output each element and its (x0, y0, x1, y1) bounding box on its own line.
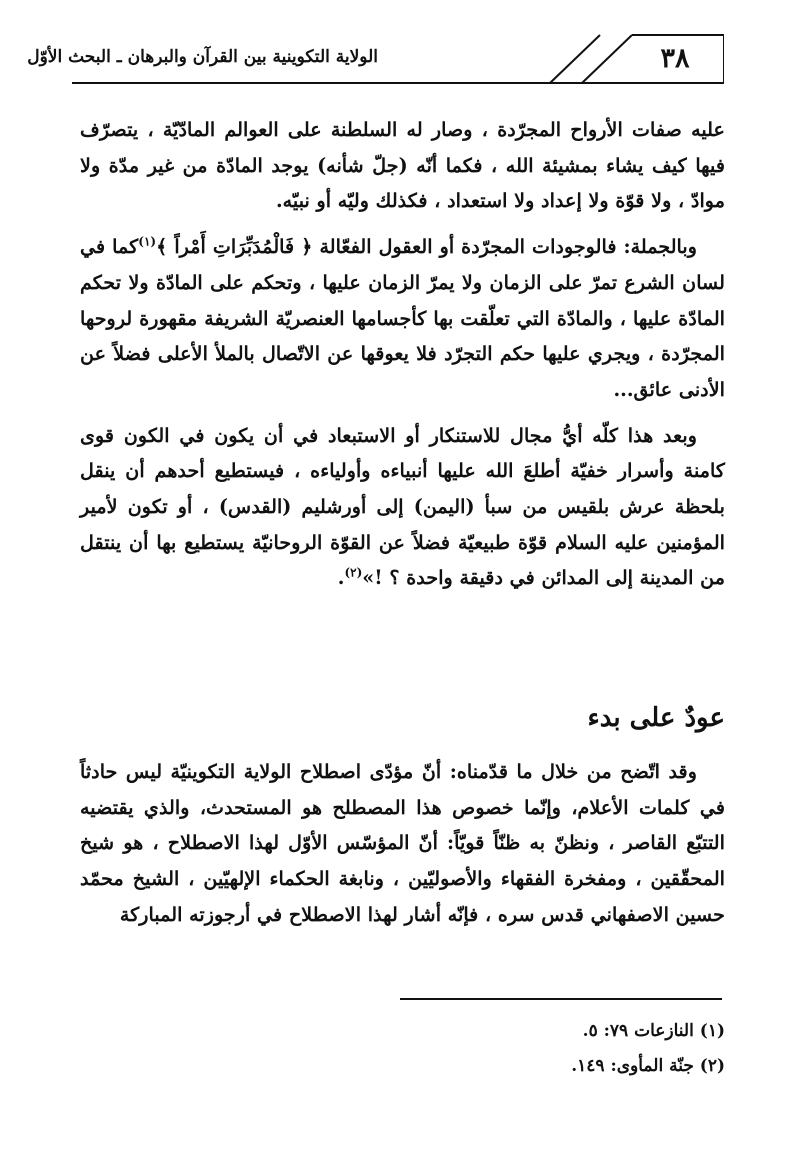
paragraph-1: عليه صفات الأرواح المجرّدة ، وصار له السلطنة على العوالم المادّيّة ، يتصرّف فيها كيف يشاء بمشيئة الله ، فكما أنّه (جلّ شأنه) يوجد المادّة من غير مدّة ولا موادّ ، ولا قوّة ولا إعداد ولا استعداد ، فكذلك وليّه أو نبيّه. (80, 118, 725, 213)
footnote-ref-2: (٢) (344, 566, 363, 581)
page-number: ٣٨ (660, 43, 690, 74)
paragraph-3-end: . (337, 566, 345, 590)
running-title: الولاية التكوينية بين القرآن والبرهان ـ البحث الأوّل (27, 47, 378, 67)
paragraph-3-body: وبعد هذا كلّه أيُّ مجال للاستنكار أو الاستبعاد في أن يكون في الكون قوى كامنة وأسرار خفيّة أطلعَ الله عليها أنبياءه وأولياءه ، فيستطيع أحدهم أن ينقل بلحظة عرش بلقيس من سبأ (اليمن) إلى أورشليم (القدس) ، أو تكون لأمير المؤمنين عليه السلام قوّة طبيعيّة فضلاً عن القوّة الروحانيّة يستطيع بها أن ينتقل من المدينة إلى المدائن في دقيقة واحدة ؟ !» (80, 423, 725, 590)
paragraph-3 (80, 418, 725, 597)
paragraph-2-lead: وبالجملة: فالوجودات المجرّدة أو العقول الفعّالة (312, 235, 698, 259)
page-header (27, 33, 724, 91)
footnote-divider (400, 998, 722, 1000)
paragraph-2-body: كما في لسان الشرع تمرّ على الزمان ولا يمرّ الزمان عليها ، وتحكم على المادّة ولا تحكم المادّة عليها ، والمادّة التي تعلّقت بها كأجسامها العنصريّة الشريفة مقهورة لروحها المجرّدة ، ويجري عليها حكم التجرّد فلا يعوقها عن الاتّصال بالملأ الأعلى فضلاً عن الأدنى عائق... (80, 235, 725, 401)
footnote-ref-1: (١) (138, 234, 157, 249)
main-text (80, 112, 725, 596)
main-text-2 (80, 754, 725, 933)
footnote-1: (١) النازعات ٧٩: ٥. (582, 1021, 725, 1041)
section-heading: عودٌ على بدء (587, 703, 725, 733)
footnote-2: (٢) جنّة المأوى: ١٤٩. (571, 1056, 725, 1076)
paragraph-2 (80, 229, 725, 408)
paragraph-4: وقد اتّضح من خلال ما قدّمناه: أنّ مؤدّى اصطلاح الولاية التكوينيّة ليس حادثاً في كلمات الأعلام، وإنّما خصوص هذا المصطلح هو المستحدث، والذي يقتضيه التتبّع القاصر ، ونظنّ به ظنّاً قويّاً: أنّ المؤسّس الأوّل لهذا الاصطلاح ، هو شيخ المحقّقين ، ومفخرة الفقهاء والأصوليّين ، ونابغة الحكماء الإلهيّين ، الشيخ محمّد حسين الاصفهاني قدس سره ، فإنّه أشار لهذا الاصطلاح في أرجوزته المباركة (80, 760, 725, 926)
footnotes (80, 1014, 725, 1084)
quran-verse: ﴿ فَالْمُدَبِّرَاتِ أَمْراً ﴾ (156, 235, 313, 259)
